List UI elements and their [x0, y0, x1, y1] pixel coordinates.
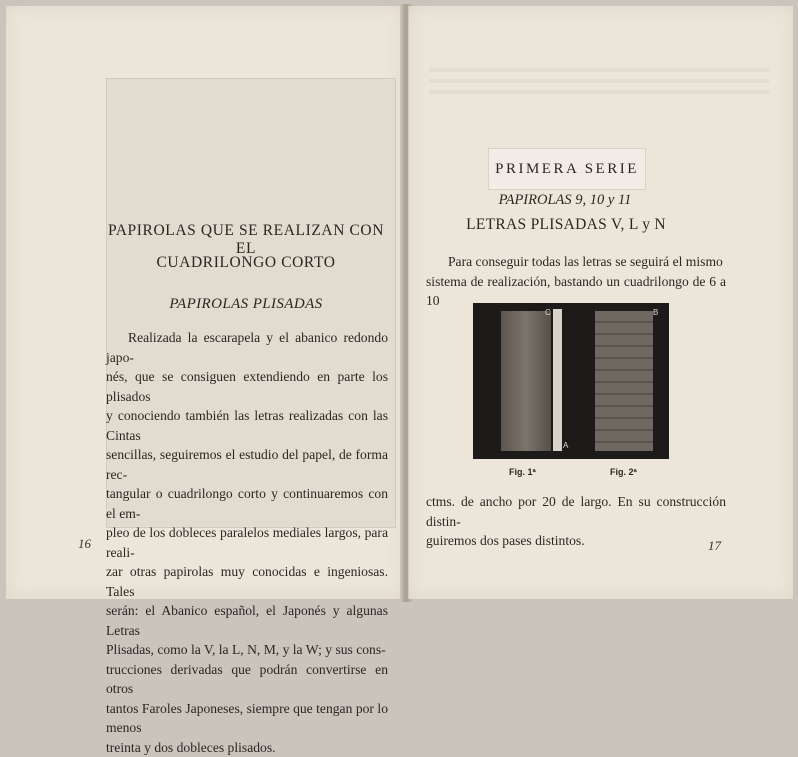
paragraph-line: trucciones derivadas que podrán convertirse en otros — [106, 660, 388, 699]
section-subheading: PAPIROLAS PLISADAS — [96, 296, 396, 313]
paragraph-line: nés, que se consiguen extendiendo en parte los plisados — [106, 367, 388, 406]
intro-paragraph — [426, 252, 726, 311]
left-page — [6, 6, 405, 599]
figure-caption-1: Fig. 1ª — [509, 467, 536, 477]
photo-label-b: B — [653, 308, 658, 317]
paragraph-line: serán: el Abanico español, el Japonés y algunas Letras — [106, 601, 388, 640]
closing-line: ctms. de ancho por 20 de largo. En su construcción distin- — [426, 492, 726, 531]
intro-line: sistema de realización, bastando un cuadrilongo de 6 a 10 — [426, 272, 726, 311]
letters-heading: LETRAS PLISADAS V, L y N — [460, 216, 672, 234]
closing-paragraph — [426, 492, 726, 551]
photo-label-c: C — [545, 308, 551, 317]
chapter-heading-line2: CUADRILONGO CORTO — [96, 254, 396, 272]
paragraph-line: sencillas, seguiremos el estudio del papel, de forma rec- — [106, 445, 388, 484]
series-title: PRIMERA SERIE — [495, 161, 639, 178]
paragraph-line: zar otras papirolas muy conocidas e ingeniosas. Tales — [106, 562, 388, 601]
show-through-text — [429, 64, 769, 94]
page-number-right: 17 — [708, 538, 721, 554]
folded-paper-left — [501, 311, 551, 451]
left-paragraph — [106, 328, 388, 757]
folded-paper-right — [595, 311, 653, 451]
paragraph-line: pleo de los dobleces paralelos mediales largos, para reali- — [106, 523, 388, 562]
series-title-box — [488, 148, 646, 190]
paragraph-line: Plisadas, como la V, la L, N, M, y la W; y sus cons- — [106, 640, 388, 660]
paragraph-line: tantos Faroles Japoneses, siempre que tengan por lo menos — [106, 699, 388, 738]
intro-line: Para conseguir todas las letras se seguirá el mismo — [426, 252, 726, 272]
paragraph-line: y conociendo también las letras realizadas con las Cintas — [106, 406, 388, 445]
paragraph-line: tangular o cuadrilongo corto y continuaremos con el em- — [106, 484, 388, 523]
paper-strip — [553, 309, 562, 451]
paragraph-line: Realizada la escarapela y el abanico redondo japo- — [106, 328, 388, 367]
closing-line: guiremos dos pases distintos. — [426, 531, 726, 551]
figure-photograph — [473, 303, 669, 459]
series-subtitle: PAPIROLAS 9, 10 y 11 — [470, 192, 660, 209]
paragraph-line: treinta y dos dobleces plisados. — [106, 738, 388, 757]
photo-label-a: A — [563, 441, 568, 450]
chapter-heading-line1: PAPIROLAS QUE SE REALIZAN CON EL — [96, 222, 396, 258]
figure-caption-2: Fig. 2ª — [610, 467, 637, 477]
page-number-left: 16 — [78, 536, 91, 552]
